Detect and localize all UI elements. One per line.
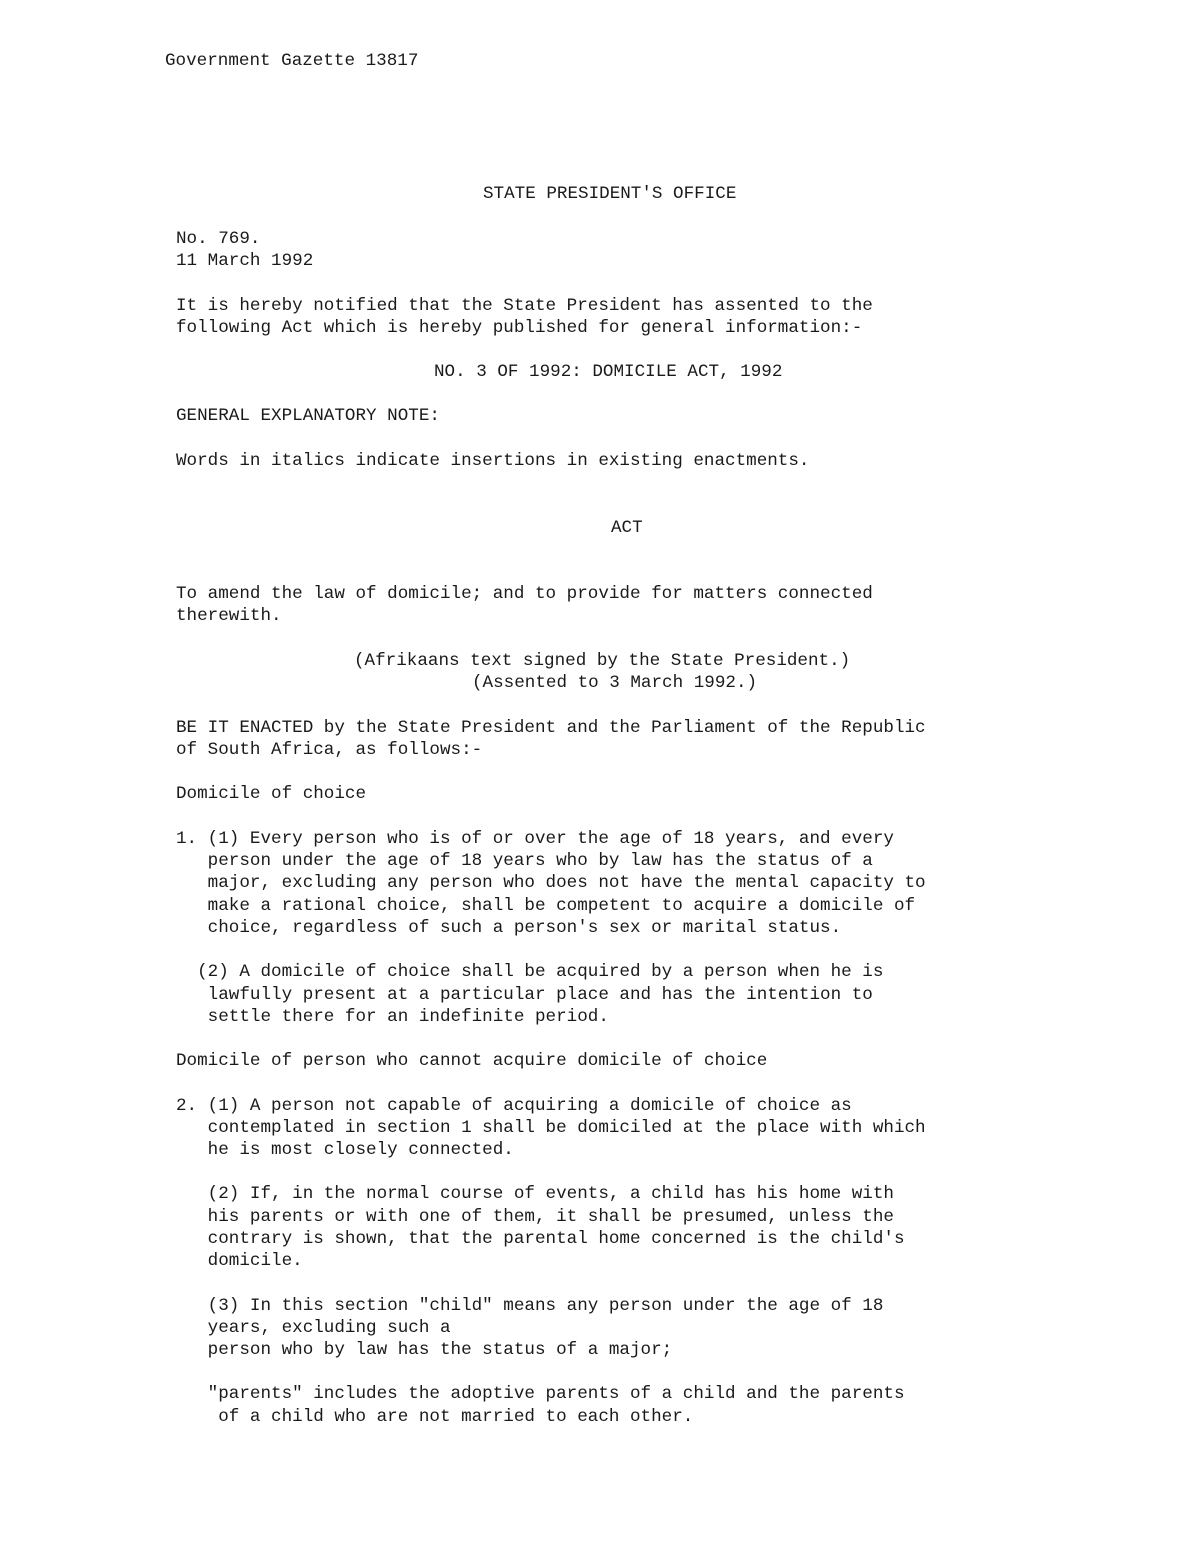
signed-note: (Afrikaans text signed by the State President.) — [354, 651, 851, 671]
section-2-2-line: domicile. — [176, 1251, 303, 1271]
section-2-1-line: contemplated in section 1 shall be domiciled at the place with which — [176, 1118, 926, 1138]
section-1-1-line: choice, regardless of such a person's sex or marital status. — [176, 918, 842, 938]
section-1-1-line: make a rational choice, shall be competent to acquire a domicile of — [176, 896, 916, 916]
act-heading: ACT — [611, 518, 643, 538]
section-1-2-line: lawfully present at a particular place and has the intention to — [176, 985, 873, 1005]
section-2-3-line: (3) In this section "child" means any person under the age of 18 — [176, 1296, 884, 1316]
section-2-3-line: years, excluding such a — [176, 1318, 451, 1338]
enacting-line: BE IT ENACTED by the State President and the Parliament of the Republic — [176, 718, 926, 738]
intro-line: following Act which is hereby published for general information:- — [176, 318, 863, 338]
section-1-1-line: major, excluding any person who does not have the mental capacity to — [176, 873, 926, 893]
act-purpose-line: To amend the law of domicile; and to provide for matters connected — [176, 584, 873, 604]
section-1-heading: Domicile of choice — [176, 784, 367, 804]
section-2-3-line: person who by law has the status of a major; — [176, 1340, 673, 1360]
section-2-1-line: 2. (1) A person not capable of acquiring a domicile of choice as — [176, 1096, 852, 1116]
intro-line: It is hereby notified that the State President has assented to the — [176, 296, 873, 316]
section-1-1-line: person under the age of 18 years who by law has the status of a — [176, 851, 873, 871]
notice-number: No. 769. — [176, 229, 261, 249]
explanatory-note-heading: GENERAL EXPLANATORY NOTE: — [176, 406, 440, 426]
act-purpose-line: therewith. — [176, 606, 282, 626]
section-2-2-line: (2) If, in the normal course of events, a child has his home with — [176, 1184, 894, 1204]
parents-definition-line: of a child who are not married to each other. — [176, 1407, 694, 1427]
section-2-2-line: his parents or with one of them, it shall be presumed, unless the — [176, 1207, 894, 1227]
section-2-heading: Domicile of person who cannot acquire domicile of choice — [176, 1051, 768, 1071]
section-1-2-line: settle there for an indefinite period. — [176, 1007, 609, 1027]
parents-definition-line: "parents" includes the adoptive parents of a child and the parents — [176, 1384, 905, 1404]
section-1-2-line: (2) A domicile of choice shall be acquired by a person when he is — [176, 962, 884, 982]
section-2-2-line: contrary is shown, that the parental home concerned is the child's — [176, 1229, 905, 1249]
assented-note: (Assented to 3 March 1992.) — [472, 673, 758, 693]
explanatory-note-text: Words in italics indicate insertions in existing enactments. — [176, 451, 810, 471]
notice-date: 11 March 1992 — [176, 251, 314, 271]
gazette-header: Government Gazette 13817 — [165, 51, 419, 71]
act-title: NO. 3 OF 1992: DOMICILE ACT, 1992 — [434, 362, 783, 382]
enacting-line: of South Africa, as follows:- — [176, 740, 483, 760]
office-heading: STATE PRESIDENT'S OFFICE — [483, 184, 737, 204]
section-2-1-line: he is most closely connected. — [176, 1140, 514, 1160]
section-1-1-line: 1. (1) Every person who is of or over the age of 18 years, and every — [176, 829, 894, 849]
